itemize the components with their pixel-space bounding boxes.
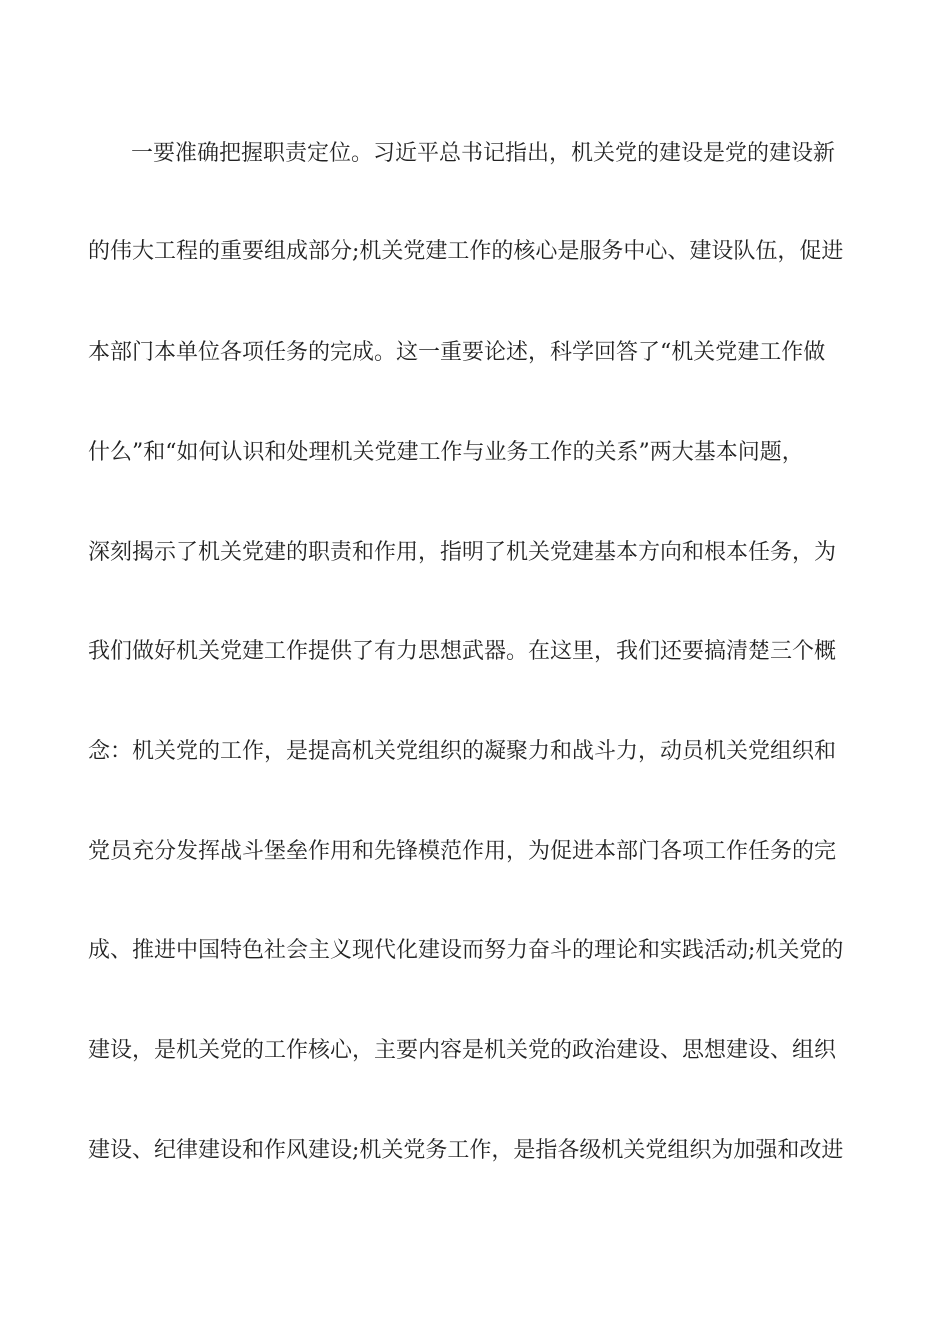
paragraph-line-5: 深刻揭示了机关党建的职责和作用，指明了机关党建基本方向和根本任务，为 xyxy=(88,540,837,565)
paragraph-line-1: 一要准确把握职责定位。习近平总书记指出，机关党的建设是党的建设新 xyxy=(131,141,836,166)
paragraph-line-3: 本部门本单位各项任务的完成。这一重要论述，科学回答了“机关党建工作做 xyxy=(88,340,826,365)
paragraph-line-8: 党员充分发挥战斗堡垒作用和先锋模范作用，为促进本部门各项工作任务的完 xyxy=(88,839,837,864)
paragraph-line-9: 成、推进中国特色社会主义现代化建设而努力奋斗的理论和实践活动;机关党的 xyxy=(88,938,844,963)
paragraph-line-2: 的伟大工程的重要组成部分;机关党建工作的核心是服务中心、建设队伍，促进 xyxy=(88,239,844,264)
paragraph-line-7: 念：机关党的工作，是提高机关党组织的凝聚力和战斗力，动员机关党组织和 xyxy=(88,739,837,764)
paragraph-line-6: 我们做好机关党建工作提供了有力思想武器。在这里，我们还要搞清楚三个概 xyxy=(88,639,837,664)
paragraph-line-11: 建设、纪律建设和作风建设;机关党务工作，是指各级机关党组织为加强和改进 xyxy=(88,1138,844,1163)
paragraph-line-4: 什么”和“如何认识和处理机关党建工作与业务工作的关系”两大基本问题， xyxy=(88,440,804,465)
paragraph-line-10: 建设，是机关党的工作核心，主要内容是机关党的政治建设、思想建设、组织 xyxy=(88,1038,837,1063)
